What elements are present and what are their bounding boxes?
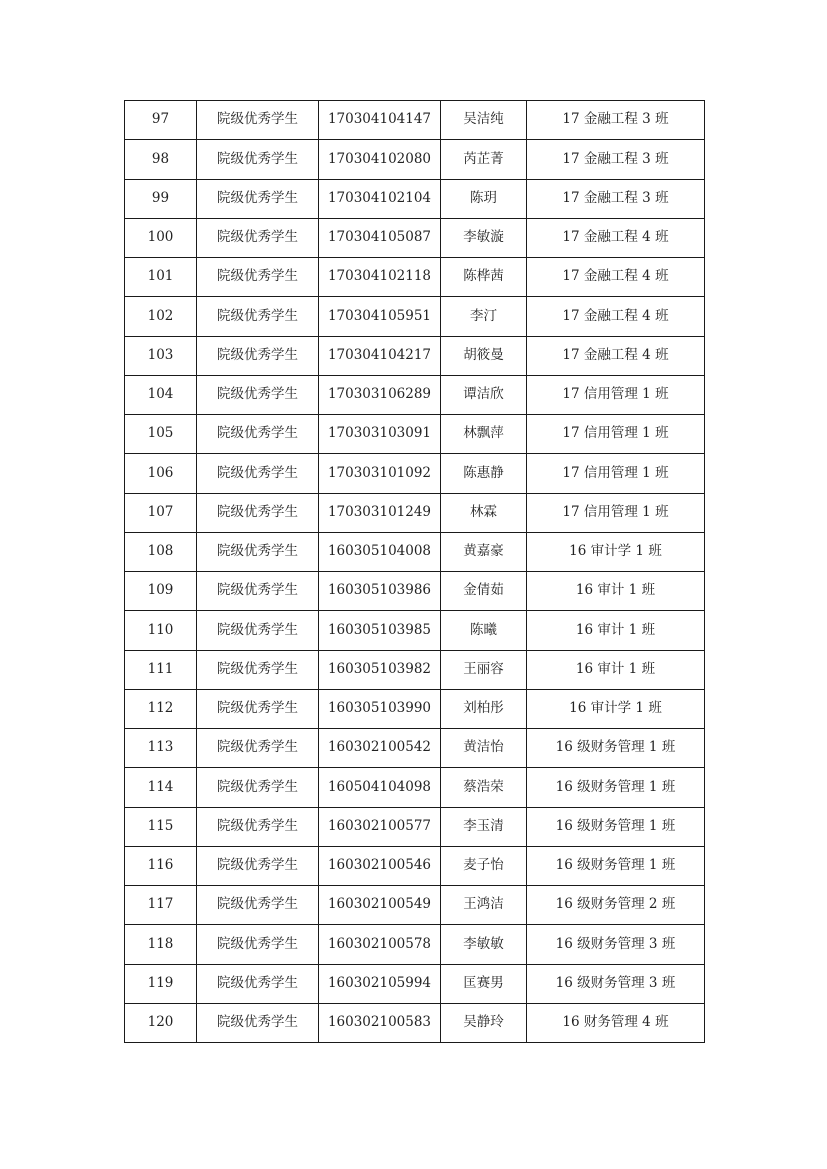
award-type-cell: 院级优秀学生 — [197, 886, 319, 925]
table-row — [125, 532, 705, 571]
table-row — [125, 886, 705, 925]
award-type-cell: 院级优秀学生 — [197, 218, 319, 257]
student-id-cell: 170304102080 — [319, 140, 441, 179]
award-type-cell: 院级优秀学生 — [197, 964, 319, 1003]
award-type-cell: 院级优秀学生 — [197, 493, 319, 532]
table-row — [125, 611, 705, 650]
award-type-cell: 院级优秀学生 — [197, 572, 319, 611]
award-type-cell: 院级优秀学生 — [197, 336, 319, 375]
student-name-cell: 王鸿洁 — [441, 886, 527, 925]
class-name-cell: 17 信用管理 1 班 — [527, 493, 705, 532]
class-name-cell: 16 级财务管理 2 班 — [527, 886, 705, 925]
student-id-cell: 160305103986 — [319, 572, 441, 611]
class-name-cell: 16 审计学 1 班 — [527, 689, 705, 728]
class-name-cell: 16 审计学 1 班 — [527, 532, 705, 571]
award-type-cell: 院级优秀学生 — [197, 846, 319, 885]
class-name-cell: 17 金融工程 4 班 — [527, 336, 705, 375]
row-number-cell: 115 — [125, 807, 197, 846]
row-number-cell: 113 — [125, 729, 197, 768]
student-name-cell: 蔡浩荣 — [441, 768, 527, 807]
class-name-cell: 16 审计 1 班 — [527, 572, 705, 611]
table-row — [125, 925, 705, 964]
student-name-cell: 芮芷菁 — [441, 140, 527, 179]
row-number-cell: 100 — [125, 218, 197, 257]
row-number-cell: 109 — [125, 572, 197, 611]
student-name-cell: 李敏漩 — [441, 218, 527, 257]
table-row — [125, 140, 705, 179]
student-id-cell: 160302100546 — [319, 846, 441, 885]
table-row — [125, 375, 705, 414]
award-type-cell: 院级优秀学生 — [197, 689, 319, 728]
table-row — [125, 729, 705, 768]
class-name-cell: 16 级财务管理 3 班 — [527, 925, 705, 964]
student-id-cell: 170304102104 — [319, 179, 441, 218]
student-name-cell: 黄嘉豪 — [441, 532, 527, 571]
row-number-cell: 120 — [125, 1003, 197, 1042]
student-name-cell: 林飘萍 — [441, 415, 527, 454]
award-type-cell: 院级优秀学生 — [197, 297, 319, 336]
class-name-cell: 16 审计 1 班 — [527, 611, 705, 650]
award-roster-table — [124, 100, 705, 1043]
class-name-cell: 17 金融工程 4 班 — [527, 297, 705, 336]
student-name-cell: 匡赛男 — [441, 964, 527, 1003]
student-id-cell: 160302100542 — [319, 729, 441, 768]
class-name-cell: 17 金融工程 3 班 — [527, 179, 705, 218]
table-row — [125, 179, 705, 218]
table-row — [125, 846, 705, 885]
student-id-cell: 170304104217 — [319, 336, 441, 375]
student-name-cell: 李敏敏 — [441, 925, 527, 964]
class-name-cell: 16 审计 1 班 — [527, 650, 705, 689]
student-name-cell: 金倩茹 — [441, 572, 527, 611]
student-name-cell: 刘柏彤 — [441, 689, 527, 728]
table-row — [125, 454, 705, 493]
student-name-cell: 谭洁欣 — [441, 375, 527, 414]
award-type-cell: 院级优秀学生 — [197, 415, 319, 454]
student-name-cell: 吴洁纯 — [441, 101, 527, 140]
award-type-cell: 院级优秀学生 — [197, 101, 319, 140]
table-row — [125, 650, 705, 689]
class-name-cell: 16 级财务管理 1 班 — [527, 807, 705, 846]
student-name-cell: 黄洁怡 — [441, 729, 527, 768]
student-id-cell: 170303101249 — [319, 493, 441, 532]
student-name-cell: 李汀 — [441, 297, 527, 336]
award-type-cell: 院级优秀学生 — [197, 179, 319, 218]
row-number-cell: 110 — [125, 611, 197, 650]
student-id-cell: 170304105951 — [319, 297, 441, 336]
row-number-cell: 119 — [125, 964, 197, 1003]
student-id-cell: 170303106289 — [319, 375, 441, 414]
award-type-cell: 院级优秀学生 — [197, 375, 319, 414]
table-row — [125, 415, 705, 454]
award-type-cell: 院级优秀学生 — [197, 729, 319, 768]
class-name-cell: 17 信用管理 1 班 — [527, 454, 705, 493]
student-id-cell: 160305104008 — [319, 532, 441, 571]
table-row — [125, 218, 705, 257]
student-name-cell: 麦子怡 — [441, 846, 527, 885]
student-id-cell: 160504104098 — [319, 768, 441, 807]
row-number-cell: 114 — [125, 768, 197, 807]
row-number-cell: 112 — [125, 689, 197, 728]
award-type-cell: 院级优秀学生 — [197, 650, 319, 689]
student-name-cell: 胡筱曼 — [441, 336, 527, 375]
class-name-cell: 17 金融工程 4 班 — [527, 258, 705, 297]
award-type-cell: 院级优秀学生 — [197, 258, 319, 297]
table-row — [125, 493, 705, 532]
table-row — [125, 807, 705, 846]
student-id-cell: 170303103091 — [319, 415, 441, 454]
row-number-cell: 111 — [125, 650, 197, 689]
class-name-cell: 16 级财务管理 1 班 — [527, 729, 705, 768]
table-row — [125, 258, 705, 297]
table-row — [125, 101, 705, 140]
student-name-cell: 陈曦 — [441, 611, 527, 650]
award-type-cell: 院级优秀学生 — [197, 1003, 319, 1042]
student-name-cell: 林霖 — [441, 493, 527, 532]
class-name-cell: 17 信用管理 1 班 — [527, 375, 705, 414]
student-name-cell: 王丽容 — [441, 650, 527, 689]
student-id-cell: 170304104147 — [319, 101, 441, 140]
class-name-cell: 16 级财务管理 1 班 — [527, 846, 705, 885]
class-name-cell: 17 金融工程 3 班 — [527, 101, 705, 140]
class-name-cell: 16 级财务管理 1 班 — [527, 768, 705, 807]
table-row — [125, 336, 705, 375]
student-name-cell: 吴静玲 — [441, 1003, 527, 1042]
table-row — [125, 297, 705, 336]
student-name-cell: 陈桦茜 — [441, 258, 527, 297]
roster-table-body — [125, 101, 705, 1043]
award-type-cell: 院级优秀学生 — [197, 140, 319, 179]
class-name-cell: 16 级财务管理 3 班 — [527, 964, 705, 1003]
table-row — [125, 1003, 705, 1042]
award-type-cell: 院级优秀学生 — [197, 611, 319, 650]
award-type-cell: 院级优秀学生 — [197, 532, 319, 571]
row-number-cell: 118 — [125, 925, 197, 964]
row-number-cell: 103 — [125, 336, 197, 375]
class-name-cell: 17 金融工程 4 班 — [527, 218, 705, 257]
student-id-cell: 160305103982 — [319, 650, 441, 689]
row-number-cell: 104 — [125, 375, 197, 414]
row-number-cell: 98 — [125, 140, 197, 179]
row-number-cell: 99 — [125, 179, 197, 218]
row-number-cell: 101 — [125, 258, 197, 297]
row-number-cell: 117 — [125, 886, 197, 925]
student-id-cell: 160302100577 — [319, 807, 441, 846]
student-name-cell: 陈惠静 — [441, 454, 527, 493]
class-name-cell: 16 财务管理 4 班 — [527, 1003, 705, 1042]
student-name-cell: 李玉清 — [441, 807, 527, 846]
row-number-cell: 107 — [125, 493, 197, 532]
student-name-cell: 陈玥 — [441, 179, 527, 218]
class-name-cell: 17 金融工程 3 班 — [527, 140, 705, 179]
award-type-cell: 院级优秀学生 — [197, 925, 319, 964]
award-type-cell: 院级优秀学生 — [197, 454, 319, 493]
row-number-cell: 102 — [125, 297, 197, 336]
student-id-cell: 170304105087 — [319, 218, 441, 257]
row-number-cell: 105 — [125, 415, 197, 454]
student-id-cell: 160305103990 — [319, 689, 441, 728]
row-number-cell: 116 — [125, 846, 197, 885]
class-name-cell: 17 信用管理 1 班 — [527, 415, 705, 454]
row-number-cell: 108 — [125, 532, 197, 571]
student-id-cell: 160302100549 — [319, 886, 441, 925]
row-number-cell: 97 — [125, 101, 197, 140]
table-row — [125, 964, 705, 1003]
student-id-cell: 160302100578 — [319, 925, 441, 964]
student-id-cell: 160302105994 — [319, 964, 441, 1003]
student-id-cell: 160305103985 — [319, 611, 441, 650]
row-number-cell: 106 — [125, 454, 197, 493]
table-row — [125, 768, 705, 807]
student-id-cell: 170303101092 — [319, 454, 441, 493]
student-id-cell: 160302100583 — [319, 1003, 441, 1042]
student-id-cell: 170304102118 — [319, 258, 441, 297]
award-type-cell: 院级优秀学生 — [197, 768, 319, 807]
award-type-cell: 院级优秀学生 — [197, 807, 319, 846]
table-row — [125, 572, 705, 611]
table-row — [125, 689, 705, 728]
